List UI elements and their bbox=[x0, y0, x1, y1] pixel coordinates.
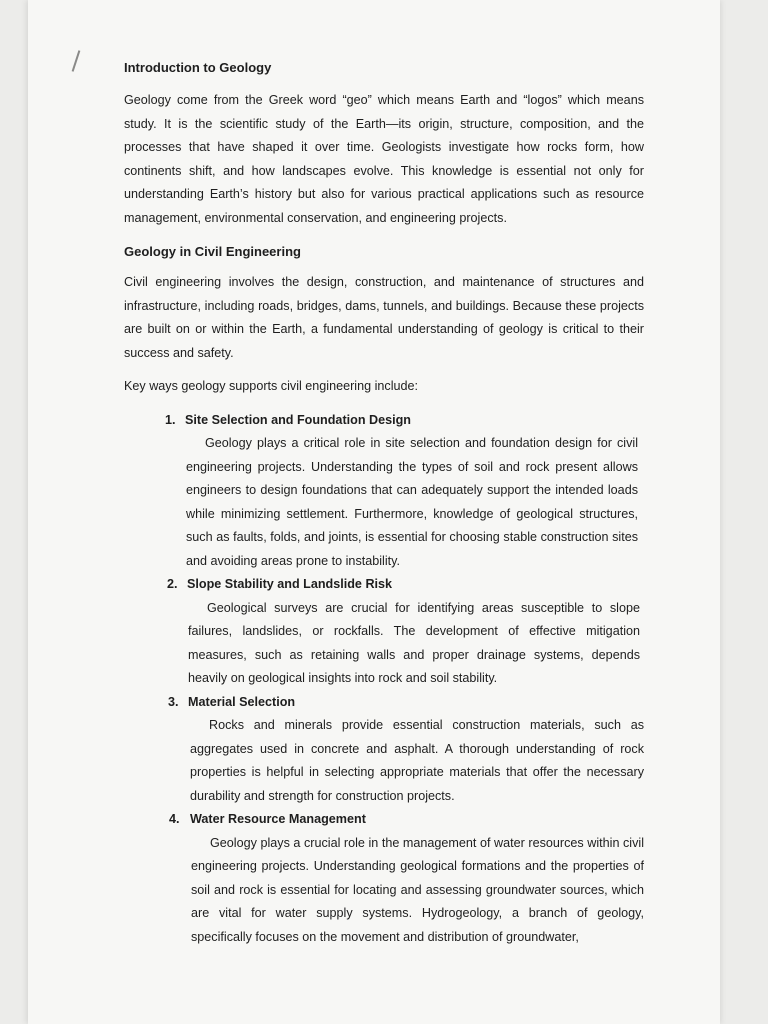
list-item-heading: Site Selection and Foundation Design bbox=[185, 412, 412, 427]
list-item-heading: Slope Stability and Landslide Risk bbox=[187, 577, 393, 591]
list-item bbox=[167, 573, 644, 691]
list-item-heading: Material Selection bbox=[188, 694, 296, 709]
document-title: Introduction to Geology bbox=[124, 60, 272, 75]
section-heading: Geology in Civil Engineering bbox=[124, 244, 301, 259]
document-content bbox=[124, 56, 644, 949]
civil-paragraph: Civil engineering involves the design, construction, and maintenance of structures and infrastructure, including roads, bridges, dams, tunnels, and buildings. Because these projects are built on or within the Earth, a fundamental understanding of geology is critical to their success and safety. bbox=[124, 275, 644, 360]
list-item-number: 1. bbox=[165, 412, 176, 427]
list-item-body: Geology plays a critical role in site selection and foundation design for civil engineering projects. Understanding the types of soil and rock present allows engineers to design foundations that can adequately support the intended loads while minimizing settlement. Furthermore, knowledge of geological structures, such as faults, folds, and joints, is essential for choosing stable construction sites and avoiding areas prone to instability. bbox=[186, 436, 638, 568]
intro-paragraph: Geology come from the Greek word “geo” which means Earth and “logos” which means study. It is the scientific study of the Earth—its origin, structure, composition, and the processes that have shaped it over time. Geologists investigate how rocks form, how continents shift, and how landscapes evolve. This knowledge is essential not only for understanding Earth’s history but also for various practical applications such as resource management, environmental conservation, and engineering projects. bbox=[124, 93, 644, 225]
list-item-number: 3. bbox=[168, 694, 179, 709]
document-page bbox=[28, 0, 720, 1024]
list-item-number: 4. bbox=[169, 812, 180, 826]
list-item-heading: Water Resource Management bbox=[190, 812, 366, 826]
key-ways-list bbox=[124, 409, 644, 950]
list-item bbox=[169, 808, 644, 949]
list-item bbox=[168, 691, 644, 809]
list-item-body: Geological surveys are crucial for identifying areas susceptible to slope failures, landslides, or rockfalls. The development of effective mitigation measures, such as retaining walls and proper drainage systems, depends heavily on geological insights into rock and soil stability. bbox=[188, 600, 640, 685]
list-item bbox=[165, 409, 644, 574]
list-item-body: Geology plays a crucial role in the management of water resources within civil engineering projects. Understanding geological formations and the properties of soil and rock is essential for locating and assessing groundwater sources, which are vital for water supply systems. Hydrogeology, a branch of geology, specifically focuses on the movement and distribution of groundwater, bbox=[191, 835, 644, 944]
list-item-number: 2. bbox=[167, 577, 178, 591]
key-ways-intro: Key ways geology supports civil engineering include: bbox=[124, 379, 419, 393]
pencil-mark bbox=[72, 50, 81, 72]
list-item-body: Rocks and minerals provide essential construction materials, such as aggregates used in concrete and asphalt. A thorough understanding of rock properties is helpful in selecting appropriate materials that offer the necessary durability and strength for construction projects. bbox=[190, 718, 644, 803]
